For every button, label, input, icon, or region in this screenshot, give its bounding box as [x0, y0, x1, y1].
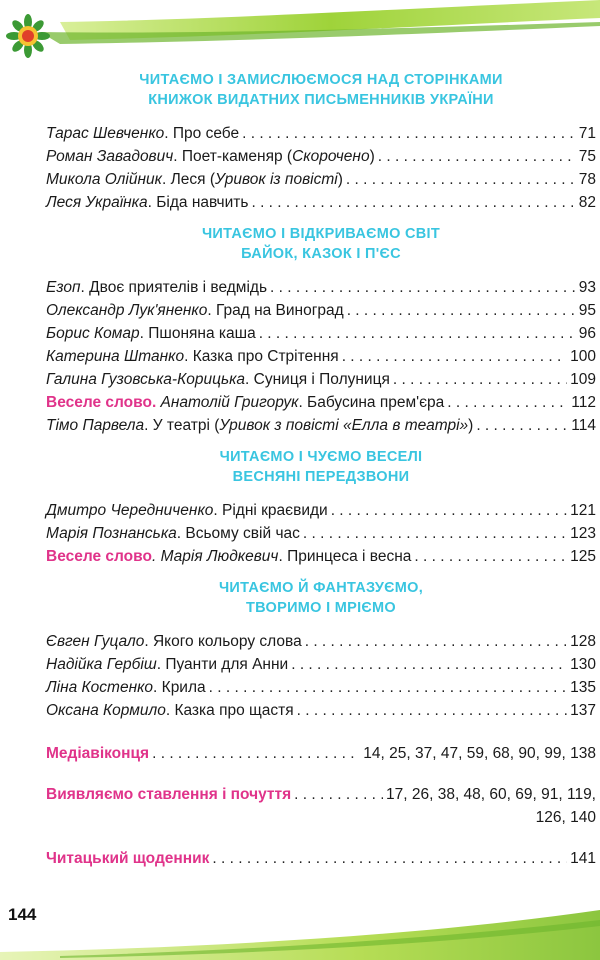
entry-title: . Поет-каменяр (	[173, 148, 293, 165]
entry-title: . Пшоняна каша	[139, 325, 256, 342]
entry-title: . Казка про щастя	[165, 702, 294, 719]
flower-emblem-icon	[6, 14, 50, 58]
entry-page: 130	[570, 656, 596, 673]
toc-entry[interactable]	[46, 545, 596, 568]
entry-title: . Біда навчить	[147, 194, 249, 211]
entry-label: Виявляємо ставлення і почуття	[46, 786, 292, 803]
toc-entry-attitude[interactable]	[46, 783, 596, 806]
entry-author: Микола Олійник	[46, 171, 162, 188]
toc-entry[interactable]	[46, 276, 596, 299]
leader-dots	[378, 145, 576, 168]
leader-dots	[447, 391, 568, 414]
toc-section	[46, 447, 596, 568]
entry-prefix: Веселе слово	[46, 548, 152, 565]
section-heading	[46, 70, 596, 110]
leader-dots	[342, 345, 567, 368]
entry-page: 137	[570, 702, 596, 719]
section-heading	[46, 447, 596, 487]
entry-author: Євген Гуцало	[46, 633, 145, 650]
leader-dots	[152, 742, 360, 765]
leader-dots	[476, 414, 568, 437]
entry-page: 75	[578, 148, 596, 165]
leader-dots	[251, 191, 575, 214]
entry-author: Марія Познанська	[46, 525, 177, 542]
entry-author: . Марія Людкевич	[151, 548, 279, 565]
toc-entry[interactable]	[46, 499, 596, 522]
entry-author: Роман Завадович	[46, 148, 174, 165]
top-decorative-wave	[0, 0, 600, 70]
toc-extras	[46, 742, 596, 870]
entry-tail: )	[468, 417, 474, 434]
entry-pages: 14, 25, 37, 47, 59, 68, 90, 99, 138	[363, 745, 596, 762]
entry-note: Скорочено	[292, 148, 370, 165]
entry-page: 78	[578, 171, 596, 188]
entry-page: 112	[571, 394, 596, 411]
entry-pages-continued: 126, 140	[535, 809, 596, 826]
leader-dots	[294, 783, 383, 806]
entry-page: 128	[570, 633, 596, 650]
section-heading-line: ВЕСНЯНІ ПЕРЕДЗВОНИ	[232, 469, 410, 485]
entry-title: . Леся (	[161, 171, 215, 188]
entry-title: . Двоє приятелів і ведмідь	[80, 279, 268, 296]
toc-entry[interactable]	[46, 145, 596, 168]
entry-author: Олександр Лук'яненко	[46, 302, 208, 319]
entry-title: . Рідні краєвиди	[213, 502, 328, 519]
entry-title: . Про себе	[164, 125, 240, 142]
entry-author: Езоп	[46, 279, 81, 296]
leader-dots	[291, 653, 567, 676]
leader-dots	[209, 676, 567, 699]
entry-page: 121	[570, 502, 596, 519]
toc-entry[interactable]	[46, 414, 596, 437]
entry-prefix: Веселе слово.	[46, 394, 157, 411]
entry-author: Дмитро Чередниченко	[46, 502, 214, 519]
entry-page: 82	[578, 194, 596, 211]
entry-title: . Град на Виноград	[207, 302, 344, 319]
entry-author: Тімо Парвела	[46, 417, 145, 434]
entry-note: Уривок з повісті «Елла в театрі»	[219, 417, 469, 434]
toc-entry[interactable]	[46, 168, 596, 191]
entry-author: Галина Гузовська-Корицька	[46, 371, 246, 388]
entry-title: . Пуанти для Анни	[156, 656, 289, 673]
table-of-contents	[46, 70, 596, 870]
entry-author: Анатолій Григорук	[156, 394, 299, 411]
leader-dots	[347, 299, 576, 322]
toc-entry[interactable]	[46, 391, 596, 414]
page-number: 144	[8, 905, 37, 924]
entry-title: . У театрі (	[144, 417, 220, 434]
toc-section	[46, 578, 596, 722]
leader-dots	[303, 522, 567, 545]
entry-note: Уривок із повісті	[215, 171, 338, 188]
section-heading-line: ЧИТАЄМО І ЧУЄМО ВЕСЕЛІ	[219, 449, 423, 465]
toc-entry[interactable]	[46, 676, 596, 699]
entry-author: Надійка Гербіш	[46, 656, 157, 673]
toc-entry[interactable]	[46, 122, 596, 145]
toc-entry[interactable]	[46, 345, 596, 368]
entry-author: Оксана Кормило	[46, 702, 166, 719]
section-heading-line: КНИЖОК ВИДАТНИХ ПИСЬМЕННИКІВ УКРАЇНИ	[148, 92, 494, 108]
section-heading-line: ЧИТАЄМО І ЗАМИСЛЮЄМОСЯ НАД СТОРІНКАМИ	[139, 72, 503, 88]
entry-tail: )	[337, 171, 343, 188]
entry-label: Медіавіконця	[46, 745, 150, 762]
toc-entry-diary[interactable]	[46, 847, 596, 870]
entry-author: Тарас Шевченко	[46, 125, 165, 142]
entry-page: 114	[571, 417, 596, 434]
entry-author: Борис Комар	[46, 325, 140, 342]
entry-author: Катерина Штанко	[46, 348, 185, 365]
entry-title: . Крила	[153, 679, 206, 696]
leader-dots	[212, 847, 567, 870]
entry-author: Ліна Костенко	[46, 679, 154, 696]
entry-page: 123	[570, 525, 596, 542]
section-heading	[46, 224, 596, 264]
entry-page: 96	[578, 325, 596, 342]
entry-page: 95	[578, 302, 596, 319]
toc-entry[interactable]	[46, 699, 596, 722]
entry-page: 135	[570, 679, 596, 696]
entry-title: . Якого кольору слова	[144, 633, 302, 650]
leader-dots	[414, 545, 567, 568]
toc-section	[46, 224, 596, 437]
entry-label: Читацький щоденник	[46, 850, 210, 867]
entry-page: 93	[578, 279, 596, 296]
entry-page: 125	[570, 548, 596, 565]
entry-page: 71	[578, 125, 596, 142]
toc-entry[interactable]	[46, 322, 596, 345]
entry-title: . Суниця і Полуниця	[245, 371, 390, 388]
section-heading	[46, 578, 596, 618]
section-heading-line: БАЙОК, КАЗОК І П'ЄС	[241, 246, 401, 262]
leader-dots	[393, 368, 567, 391]
toc-entry[interactable]	[46, 653, 596, 676]
entry-title: . Бабусина прем'єра	[298, 394, 445, 411]
leader-dots	[242, 122, 576, 145]
section-heading-line: ЧИТАЄМО Й ФАНТАЗУЄМО,	[218, 580, 424, 596]
toc-entry[interactable]	[46, 191, 596, 214]
entry-title: . Всьому свій час	[176, 525, 300, 542]
leader-dots	[331, 499, 567, 522]
entry-title: . Казка про Стрітення	[184, 348, 339, 365]
toc-entry[interactable]	[46, 630, 596, 653]
entry-pages: 17, 26, 38, 48, 60, 69, 91, 119,	[386, 786, 596, 803]
section-heading-line: ТВОРИМО І МРІЄМО	[245, 600, 397, 616]
toc-entry[interactable]	[46, 299, 596, 322]
toc-entry[interactable]	[46, 368, 596, 391]
leader-dots	[270, 276, 576, 299]
leader-dots	[346, 168, 576, 191]
toc-entry-media[interactable]	[46, 742, 596, 765]
toc-entry[interactable]	[46, 522, 596, 545]
leader-dots	[305, 630, 567, 653]
entry-title: . Принцеса і весна	[278, 548, 412, 565]
toc-section	[46, 70, 596, 214]
entry-author: Леся Українка	[46, 194, 148, 211]
entry-page: 100	[570, 348, 596, 365]
entry-page: 109	[570, 371, 596, 388]
leader-dots	[297, 699, 567, 722]
entry-tail: )	[369, 148, 375, 165]
leader-dots	[259, 322, 576, 345]
bottom-decorative-wave	[0, 890, 600, 960]
entry-page: 141	[570, 850, 596, 867]
section-heading-line: ЧИТАЄМО І ВІДКРИВАЄМО СВІТ	[201, 226, 441, 242]
